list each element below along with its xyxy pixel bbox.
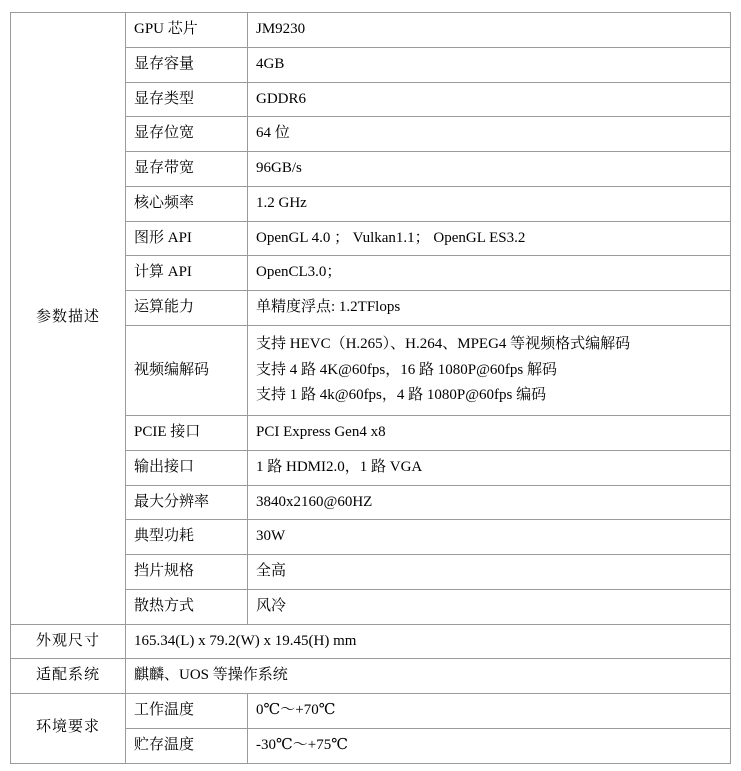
row-label: 散热方式 [126, 589, 248, 624]
row-value: JM9230 [248, 13, 731, 48]
os-value: 麒麟、UOS 等操作系统 [126, 659, 731, 694]
video-line: 支持 HEVC（H.265）、H.264、MPEG4 等视频格式编解码 [256, 335, 631, 352]
row-value-video [248, 325, 731, 415]
dimensions-value: 165.34(L) x 79.2(W) x 19.45(H) mm [126, 624, 731, 659]
specification-table [10, 12, 731, 764]
row-value: 1.2 GHz [248, 186, 731, 221]
row-label: 工作温度 [126, 694, 248, 729]
table-row [11, 13, 731, 48]
row-value: OpenCL3.0； [248, 256, 731, 291]
row-value: 4GB [248, 47, 731, 82]
row-label: 最大分辨率 [126, 485, 248, 520]
row-label: GPU 芯片 [126, 13, 248, 48]
table-row [11, 694, 731, 729]
row-value: 全高 [248, 555, 731, 590]
row-value: 0℃～+70℃ [248, 694, 731, 729]
row-value: GDDR6 [248, 82, 731, 117]
row-label: 贮存温度 [126, 728, 248, 763]
row-label: 图形 API [126, 221, 248, 256]
category-environment: 环境要求 [11, 694, 126, 764]
row-label: 挡片规格 [126, 555, 248, 590]
row-label: 视频编解码 [126, 325, 248, 415]
row-label: 输出接口 [126, 450, 248, 485]
row-label: PCIE 接口 [126, 416, 248, 451]
row-value: 30W [248, 520, 731, 555]
row-label: 显存带宽 [126, 152, 248, 187]
category-dimensions: 外观尺寸 [11, 624, 126, 659]
row-value: 96GB/s [248, 152, 731, 187]
row-value: 64 位 [248, 117, 731, 152]
row-label: 计算 API [126, 256, 248, 291]
row-label: 显存位宽 [126, 117, 248, 152]
row-label: 运算能力 [126, 291, 248, 326]
row-value: 1 路 HDMI2.0，1 路 VGA [248, 450, 731, 485]
row-label: 典型功耗 [126, 520, 248, 555]
row-value: OpenGL 4.0 ； Vulkan1.1； OpenGL ES3.2 [248, 221, 731, 256]
row-value: PCI Express Gen4 x8 [248, 416, 731, 451]
row-value: 风冷 [248, 589, 731, 624]
table-row-os [11, 659, 731, 694]
row-label: 核心频率 [126, 186, 248, 221]
row-value: 单精度浮点: 1.2TFlops [248, 291, 731, 326]
video-line: 支持 4 路 4K@60fps，16 路 1080P@60fps 解码 [256, 361, 557, 378]
row-value: -30℃～+75℃ [248, 728, 731, 763]
row-value: 3840x2160@60HZ [248, 485, 731, 520]
video-line: 支持 1 路 4k@60fps，4 路 1080P@60fps 编码 [256, 387, 547, 404]
table-row-dimensions [11, 624, 731, 659]
row-label: 显存类型 [126, 82, 248, 117]
row-label: 显存容量 [126, 47, 248, 82]
category-params: 参数描述 [11, 13, 126, 625]
category-os: 适配系统 [11, 659, 126, 694]
